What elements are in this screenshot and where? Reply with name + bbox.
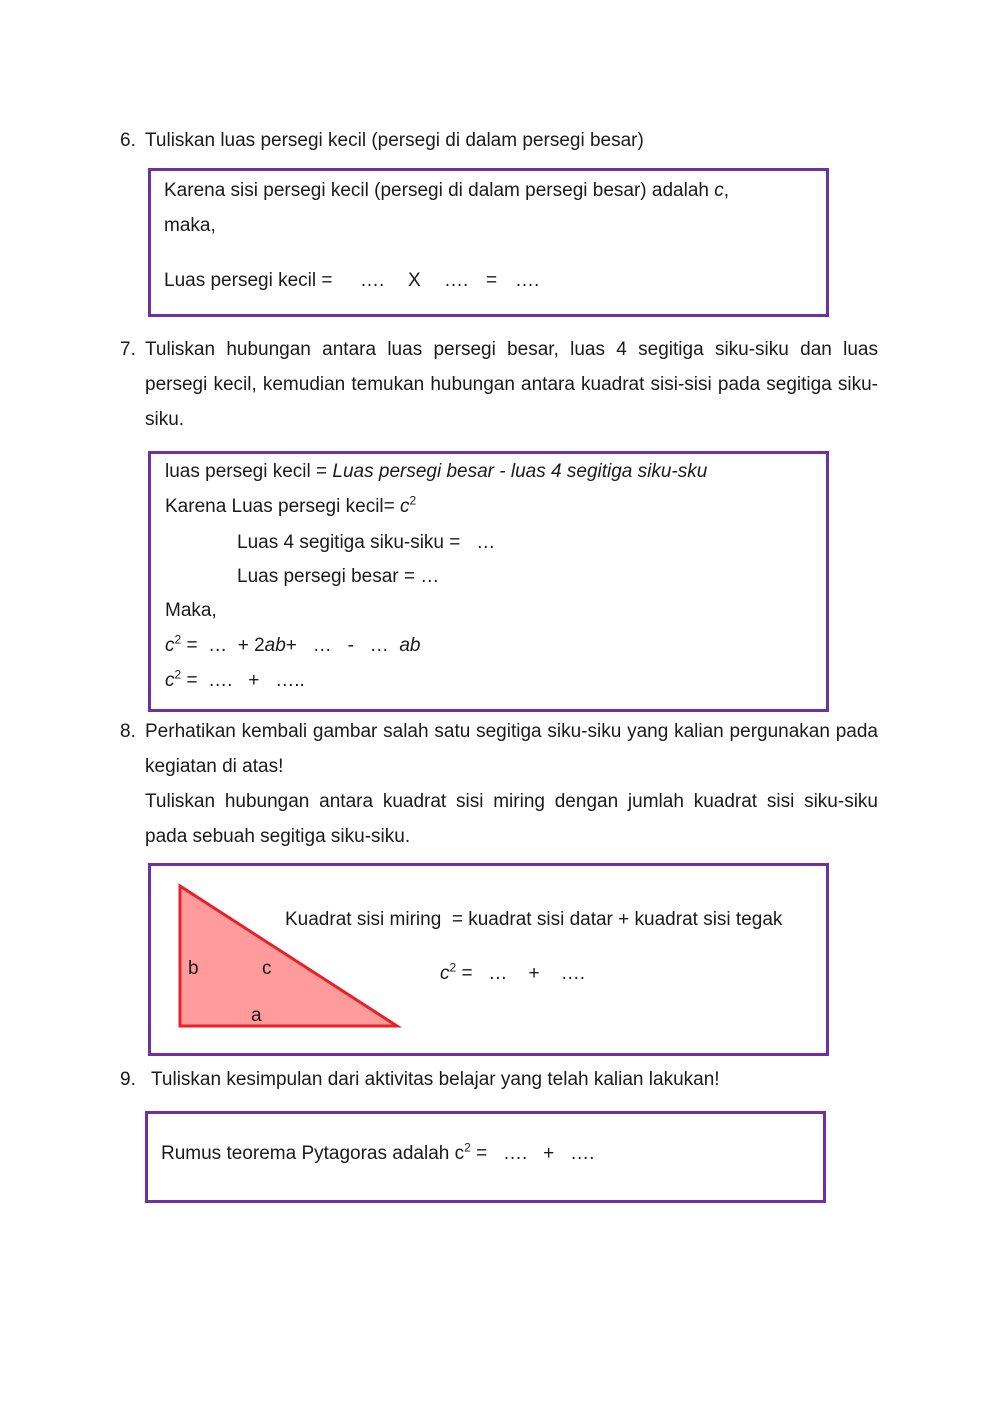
var-c: c [440,963,450,984]
text: Karena Luas persegi kecil= [165,496,395,517]
superscript: 2 [409,493,417,508]
blank[interactable]: …. [360,270,385,291]
blank[interactable]: … [312,635,332,656]
box-line [237,532,495,554]
blank[interactable]: … [208,635,228,656]
box-line [165,461,707,483]
right-triangle [180,886,397,1026]
superscript: 2 [174,667,182,682]
blank[interactable]: …. [208,670,233,691]
side-label-c: c [262,958,272,979]
italic-text: Luas persegi besar - luas 4 segitiga siku-sku [332,461,708,482]
question-text: Perhatikan kembali gambar salah satu segitiga siku-siku yang kalian pergunakan pada kegiatan di atas! [145,721,878,777]
box-line [237,566,439,588]
blank[interactable]: …. [570,1143,595,1164]
text: luas persegi kecil = [165,461,328,482]
plus-sign: + [285,635,297,656]
var-c: c [165,635,175,656]
answer-box-6[interactable] [148,168,829,317]
var-ab: ab [264,635,286,656]
superscript: 2 [464,1140,471,1155]
question-number: 8. [120,721,136,742]
var-ab: ab [399,635,421,656]
question-text: Tuliskan kesimpulan dari aktivitas belajar yang telah kalian lakukan! [151,1069,720,1090]
question-number: 7. [120,339,136,360]
blank[interactable]: …. [444,270,469,291]
var-c: c [400,496,410,517]
blank[interactable]: … [488,963,508,984]
equals-sign: = [486,270,498,291]
equation [440,960,586,985]
box-line [164,180,729,202]
relation-text: Kuadrat sisi miring = kuadrat sisi datar + kuadrat sisi tegak [285,909,783,930]
box-line [161,1140,595,1165]
box-line: maka, [164,215,216,236]
text: + 2 [237,635,265,656]
var-c: c [165,670,175,691]
plus-sign: + [248,670,260,691]
question-number: 6. [120,130,136,151]
answer-box-8[interactable] [148,863,829,1056]
plus-sign: + [543,1143,555,1164]
blank[interactable]: … [420,566,440,587]
question-text: Tuliskan luas persegi kecil (persegi di dalam persegi besar) [145,130,644,151]
equals-sign: = [186,670,198,691]
blank[interactable]: …. [503,1143,528,1164]
question-number: 9. [120,1069,136,1090]
question-text: Tuliskan hubungan antara kuadrat sisi miring dengan jumlah kuadrat sisi siku-siku pada sebuah segitiga siku-siku. [145,791,878,847]
var-c: c [714,180,724,201]
label: Luas persegi kecil = [164,270,333,291]
label: Luas 4 segitiga siku-siku = [237,532,461,553]
minus-sign: - [347,635,354,656]
equals-sign: = [476,1143,488,1164]
superscript: 2 [174,632,182,647]
times-sign: X [408,270,421,291]
equals-sign: = [461,963,473,984]
side-label-b: b [188,958,199,979]
box-line [165,493,417,518]
blank[interactable]: ….. [275,670,305,691]
box-line: Maka, [165,600,217,621]
answer-box-7[interactable] [148,451,829,712]
box-line [164,270,540,292]
plus-sign: + [528,963,540,984]
side-label-a: a [251,1005,262,1026]
blank[interactable]: … [369,635,389,656]
box-line [165,667,305,692]
equals-sign: = [186,635,198,656]
question-text: Tuliskan hubungan antara luas persegi besar, luas 4 segitiga siku-siku dan luas persegi kecil, kemudian temukan hubungan antara kuadrat sisi-sisi pada segitiga siku-siku. [145,339,878,430]
blank[interactable]: … [476,532,496,553]
answer-box-9[interactable] [145,1111,826,1203]
text: Rumus teorema Pytagoras adalah c [161,1143,465,1164]
blank[interactable]: …. [515,270,540,291]
text: Karena sisi persegi kecil (persegi di dalam persegi besar) adalah [164,180,709,201]
label: Luas persegi besar = [237,566,415,587]
blank[interactable]: …. [560,963,586,984]
superscript: 2 [449,960,457,975]
text: , [723,180,730,201]
box-line [165,632,421,657]
